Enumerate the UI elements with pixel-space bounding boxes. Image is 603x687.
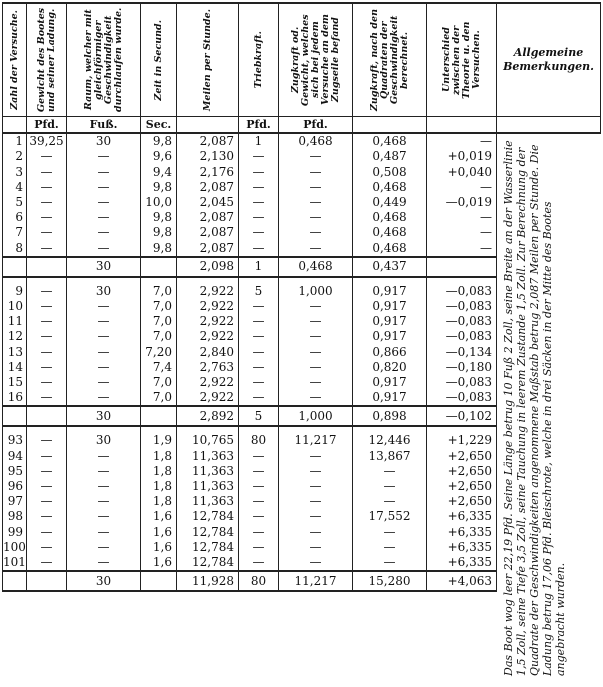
cell-nr: 7 [3,225,27,240]
cell-zug: — [279,165,353,180]
cell-nr: 100 [3,539,26,554]
cell-zeit: 9,8 [141,133,177,149]
cell-quad: 17,552 [353,509,427,524]
cell-meil: 2,922 [177,329,239,344]
cell-quad: 0,508 [353,165,427,180]
cell-trieb: — [239,345,279,360]
cell-meil: 12,784 [177,555,239,571]
cell-gew: — [27,165,67,180]
cell-zeit: 1,6 [141,525,177,540]
cell-zug: 0,468 [279,133,353,149]
cell-gew: — [27,390,67,406]
cell-quad: 12,446 [353,433,427,448]
cell-meil: 2,922 [177,390,239,406]
cell-raum: — [67,464,141,479]
cell-quad: 0,866 [353,345,427,360]
cell-trieb: — [239,329,279,344]
cell-diff: —0,083 [427,329,497,344]
cell-meil: 2,087 [177,133,239,149]
cell-diff: — [427,180,497,195]
cell-quad: 0,468 [353,241,427,257]
cell-diff: —0,180 [427,360,497,375]
cell-gew: — [27,479,67,494]
cell-nr: 3 [3,165,27,180]
cell-diff: —0,083 [427,284,497,299]
header-nr: Zahl der Versuche. [3,3,27,117]
remarks-box [498,130,600,684]
cell-gew: — [27,345,67,360]
cell-nr: 94 [3,449,27,464]
cell-raum: — [67,525,141,540]
cell-trieb: — [239,494,279,509]
cell-meil: 2,763 [177,360,239,375]
cell-raum: — [67,375,141,390]
cell-zug: — [279,225,353,240]
cell-quad: 0,468 [353,225,427,240]
sum-row-group-2: 30 2,892 5 1,000 0,898 —0,102 [3,406,601,426]
cell-trieb: 80 [239,433,279,448]
header-unterschied: Unterschied zwischen der Theorie u. den Versuchen. [427,3,497,117]
cell-zug: — [279,345,353,360]
cell-nr: 98 [3,509,27,524]
cell-zeit: 1,8 [141,464,177,479]
cell-meil: 2,922 [177,284,239,299]
cell-zug: — [279,509,353,524]
cell-meil: 2,922 [177,314,239,329]
cell-gew: — [27,555,67,571]
cell-raum: — [67,345,141,360]
cell-zug: — [279,299,353,314]
cell-meil: 2,840 [177,345,239,360]
cell-meil: 2,130 [177,149,239,164]
cell-diff: +6,335 [427,540,497,555]
cell-diff: — [427,133,497,149]
header-quadraten: Zugkraft, nach den Quadraten der Geschwindigkeit berechnet. [353,3,427,117]
cell-gew: — [27,195,67,210]
cell-zeit: 7,0 [141,375,177,390]
cell-zug: — [279,314,353,329]
cell-quad: 0,917 [353,299,427,314]
cell-zug: — [279,360,353,375]
cell-nr: 4 [3,180,27,195]
cell-meil: 12,784 [177,525,239,540]
cell-nr: 96 [3,479,27,494]
header-gewicht: Gewicht des Bootes und seiner Ladung. [27,3,67,117]
cell-trieb: — [239,241,279,257]
cell-trieb: — [239,390,279,406]
unit-quadraten [353,117,427,134]
cell-quad: 0,917 [353,375,427,390]
unit-gewicht: Pfd. [27,117,67,134]
cell-diff: +2,650 [427,479,497,494]
cell-diff: —0,083 [427,375,497,390]
unit-raum: Fuß. [67,117,141,134]
cell-zug: — [279,149,353,164]
cell-zeit: 7,0 [141,314,177,329]
cell-quad: — [353,479,427,494]
cell-zug: — [279,210,353,225]
cell-nr: 8 [3,241,27,257]
cell-zug: — [279,329,353,344]
header-raum: Raum, welcher mit gleichförmiger Geschwindigkeit durchlaufen wurde. [67,3,141,117]
cell-nr: 10 [3,299,27,314]
cell-meil: 2,045 [177,195,239,210]
cell-quad: 0,468 [353,210,427,225]
cell-diff: —0,134 [427,345,497,360]
cell-quad: — [353,540,427,555]
cell-gew: — [27,225,67,240]
cell-gew: — [27,464,67,479]
cell-nr: 2 [3,149,27,164]
cell-gew: — [27,329,67,344]
cell-diff: +0,019 [427,149,497,164]
cell-nr: 99 [3,525,27,540]
cell-meil: 2,087 [177,225,239,240]
cell-raum: — [67,540,141,555]
cell-trieb: — [239,314,279,329]
cell-zug: — [279,375,353,390]
cell-quad: — [353,525,427,540]
cell-quad: — [353,464,427,479]
cell-raum: 30 [67,133,141,149]
cell-trieb: 1 [239,133,279,149]
cell-raum: — [67,314,141,329]
cell-nr: 1 [3,133,27,149]
cell-diff: —0,019 [427,195,497,210]
cell-gew: — [27,314,67,329]
cell-zug: — [279,180,353,195]
cell-nr: 101 [3,555,27,571]
cell-trieb: — [239,540,279,555]
cell-trieb: — [239,449,279,464]
cell-diff: +6,335 [427,509,497,524]
cell-zeit: 1,8 [141,479,177,494]
cell-quad: 0,917 [353,329,427,344]
cell-diff: +2,650 [427,449,497,464]
cell-trieb: 5 [239,284,279,299]
cell-meil: 12,784 [177,540,239,555]
cell-raum: 30 [67,284,141,299]
header-zugkraft: Zugkraft od. Gewicht, welches sich bei jedem Versuche an dem Zugseile befand [279,3,353,117]
cell-raum: — [67,241,141,257]
cell-gew: — [27,509,67,524]
cell-zug: — [279,555,353,571]
cell-quad: — [353,555,427,571]
cell-gew: — [27,210,67,225]
cell-trieb: — [239,525,279,540]
cell-meil: 2,087 [177,180,239,195]
unit-nr [3,117,27,134]
cell-nr: 93 [3,433,27,448]
cell-diff: —0,083 [427,314,497,329]
cell-nr: 14 [3,360,27,375]
cell-meil: 2,922 [177,299,239,314]
cell-nr: 97 [3,494,27,509]
cell-nr: 5 [3,195,27,210]
cell-trieb: — [239,165,279,180]
cell-gew: — [27,433,67,448]
cell-trieb: — [239,210,279,225]
cell-raum: — [67,210,141,225]
cell-nr: 15 [3,375,27,390]
cell-zug: — [279,241,353,257]
cell-zug: — [279,525,353,540]
cell-quad: 0,487 [353,149,427,164]
cell-zeit: 1,6 [141,555,177,571]
cell-meil: 2,922 [177,375,239,390]
cell-zeit: 7,20 [141,345,177,360]
cell-raum: — [67,225,141,240]
cell-gew: — [27,241,67,257]
cell-gew: — [27,299,67,314]
cell-diff: +0,040 [427,165,497,180]
cell-raum: — [67,360,141,375]
cell-zug: 1,000 [279,284,353,299]
cell-nr: 6 [3,210,27,225]
cell-raum: — [67,195,141,210]
cell-meil: 11,363 [177,464,239,479]
cell-raum: — [67,494,141,509]
cell-zeit: 7,0 [141,329,177,344]
cell-zeit: 9,6 [141,149,177,164]
cell-meil: 2,087 [177,241,239,257]
cell-nr: 12 [3,329,27,344]
cell-zug: — [279,479,353,494]
cell-gew: — [27,494,67,509]
cell-meil: 11,363 [177,479,239,494]
cell-trieb: — [239,509,279,524]
cell-zeit: 1,8 [141,449,177,464]
cell-diff: +6,335 [427,555,497,571]
cell-quad: 0,468 [353,180,427,195]
cell-meil: 2,176 [177,165,239,180]
cell-trieb: — [239,299,279,314]
cell-diff: —0,083 [427,299,497,314]
cell-zeit: 1,6 [141,540,177,555]
cell-quad: 13,867 [353,449,427,464]
cell-meil: 2,087 [177,210,239,225]
cell-zeit: 1,9 [141,433,177,448]
cell-zug: — [279,390,353,406]
cell-gew: — [27,149,67,164]
cell-zeit: 7,0 [141,299,177,314]
cell-zug: — [279,449,353,464]
cell-quad: 0,820 [353,360,427,375]
cell-trieb: — [239,375,279,390]
cell-zug: 11,217 [279,433,353,448]
cell-zeit: 9,8 [141,210,177,225]
header-zeit: Zeit in Secund. [141,3,177,117]
cell-zeit: 7,0 [141,390,177,406]
cell-nr: 95 [3,464,27,479]
cell-nr: 16 [3,390,27,406]
cell-diff: +2,650 [427,464,497,479]
header-triebkraft: Triebkraft. [239,3,279,117]
cell-trieb: — [239,555,279,571]
cell-zeit: 10,0 [141,195,177,210]
cell-diff: — [427,241,497,257]
cell-gew: — [27,525,67,540]
cell-quad: 0,917 [353,314,427,329]
cell-raum: — [67,149,141,164]
cell-zug: — [279,540,353,555]
cell-zeit: 9,8 [141,225,177,240]
cell-trieb: — [239,360,279,375]
cell-trieb: — [239,195,279,210]
cell-diff: +6,335 [427,525,497,540]
cell-diff: — [427,225,497,240]
cell-meil: 11,363 [177,449,239,464]
unit-meilen [177,117,239,134]
cell-gew: — [27,375,67,390]
cell-raum: 30 [67,433,141,448]
cell-diff: +1,229 [427,433,497,448]
cell-trieb: — [239,479,279,494]
cell-gew: — [27,360,67,375]
header-meilen: Meilen per Stunde. [177,3,239,117]
cell-raum: — [67,299,141,314]
cell-quad: 0,468 [353,133,427,149]
cell-zeit: 9,4 [141,165,177,180]
cell-meil: 12,784 [177,509,239,524]
cell-gew: — [27,540,67,555]
sum-row-group-1: 30 2,098 1 0,468 0,437 [3,257,601,277]
cell-trieb: — [239,149,279,164]
cell-quad: 0,449 [353,195,427,210]
header-bemerkungen: Allgemeine Bemerkungen. [497,3,601,117]
cell-diff: — [427,210,497,225]
cell-gew: — [27,284,67,299]
cell-quad: 0,917 [353,284,427,299]
cell-raum: — [67,165,141,180]
cell-trieb: — [239,464,279,479]
cell-trieb: — [239,180,279,195]
cell-zeit: 9,8 [141,241,177,257]
cell-zeit: 1,6 [141,509,177,524]
cell-gew: — [27,180,67,195]
cell-quad: 0,917 [353,390,427,406]
unit-zugkraft: Pfd. [279,117,353,134]
cell-gew: 39,25 [27,133,67,149]
cell-raum: — [67,329,141,344]
cell-zug: — [279,494,353,509]
cell-quad: — [353,494,427,509]
cell-raum: — [67,449,141,464]
cell-raum: — [67,180,141,195]
unit-unterschied [427,117,497,134]
remarks-text: Das Boot wog leer 22,19 Pfd. Seine Länge betrug 10 Fuß 2 Zoll, seine Breite an der Wasserlinie 1,5 Zoll, seine Tiefe 3,5 Zoll, seine Tauchung in leerem Zustande 1,5 Zoll. Zur Berechnung der Quadrate der Geschwindigkeiten angenommene Maßstab betrug 2,087 Meilen per Stunde. Die Ladung betrug 17,06 Pfd. Bleischrote, welche in drei Säcken in der Mitte des Bootes angebracht wurden. [502,140,567,676]
cell-meil: 10,765 [177,433,239,448]
unit-triebkraft: Pfd. [239,117,279,134]
cell-diff: —0,083 [427,390,497,406]
cell-zeit: 7,0 [141,284,177,299]
cell-diff: +2,650 [427,494,497,509]
cell-zeit: 7,4 [141,360,177,375]
cell-zeit: 9,8 [141,180,177,195]
unit-zeit: Sec. [141,117,177,134]
cell-gew: — [27,449,67,464]
cell-meil: 11,363 [177,494,239,509]
cell-nr: 13 [3,345,27,360]
cell-nr: 9 [3,284,27,299]
cell-raum: — [67,390,141,406]
cell-raum: — [67,555,141,571]
cell-zug: — [279,195,353,210]
cell-nr: 11 [3,314,27,329]
cell-zeit: 1,8 [141,494,177,509]
header-row [3,3,601,117]
cell-raum: — [67,479,141,494]
cell-raum: — [67,509,141,524]
cell-zug: — [279,464,353,479]
sum-row-group-3: 30 11,928 80 11,217 15,280 +4,063 [3,571,601,591]
cell-trieb: — [239,225,279,240]
